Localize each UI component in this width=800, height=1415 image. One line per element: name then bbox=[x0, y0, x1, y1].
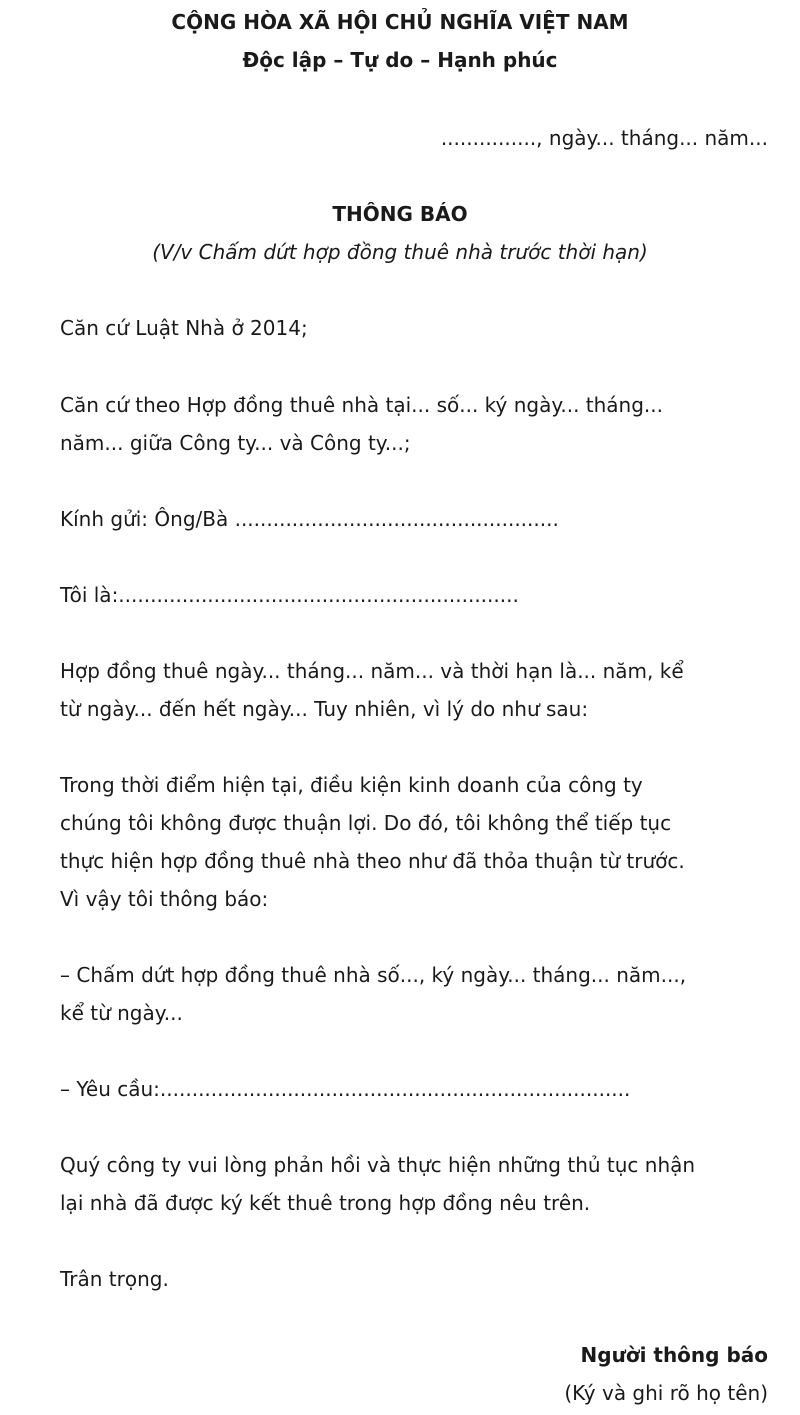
contract-line-1: Hợp đồng thuê ngày... tháng... năm... và thời hạn là... năm, kể bbox=[60, 659, 684, 683]
motto-heading: Độc lập – Tự do – Hạnh phúc bbox=[242, 48, 558, 72]
legal-basis-2-line-2: năm... giữa Công ty... và Công ty...; bbox=[60, 431, 411, 455]
reason-line-4: Vì vậy tôi thông báo: bbox=[60, 887, 269, 911]
item-2-line: – Yêu cầu:.......................................................................... bbox=[60, 1077, 631, 1101]
signature-note: (Ký và ghi rõ họ tên) bbox=[564, 1381, 768, 1405]
closing-line-1: Quý công ty vui lòng phản hồi và thực hiện những thủ tục nhận bbox=[60, 1153, 696, 1177]
contract-line-2: từ ngày... đến hết ngày... Tuy nhiên, vì lý do như sau: bbox=[60, 697, 589, 721]
reason-line-3: thực hiện hợp đồng thuê nhà theo như đã thỏa thuận từ trước. bbox=[60, 849, 685, 873]
signature-title: Người thông báo bbox=[580, 1343, 768, 1367]
legal-basis-2-line-1: Căn cứ theo Hợp đồng thuê nhà tại... số... ký ngày... tháng... bbox=[60, 393, 663, 417]
recipient-line: Kính gửi: Ông/Bà ................................................... bbox=[60, 507, 559, 531]
item-1-line-1: – Chấm dứt hợp đồng thuê nhà số..., ký ngày... tháng... năm..., bbox=[60, 963, 687, 987]
document-title: THÔNG BÁO bbox=[332, 202, 468, 226]
item-1-line-2: kể từ ngày... bbox=[60, 1001, 183, 1025]
date-line: ..............., ngày... tháng... năm... bbox=[440, 126, 768, 150]
legal-basis-1: Căn cứ Luật Nhà ở 2014; bbox=[60, 316, 308, 340]
reason-line-2: chúng tôi không được thuận lợi. Do đó, tôi không thể tiếp tục bbox=[60, 811, 672, 835]
sender-line: Tôi là:............................................................... bbox=[60, 583, 519, 607]
reason-line-1: Trong thời điểm hiện tại, điều kiện kinh doanh của công ty bbox=[60, 773, 643, 797]
closing-line-2: lại nhà đã được ký kết thuê trong hợp đồng nêu trên. bbox=[60, 1191, 591, 1215]
nation-heading: CỘNG HÒA XÃ HỘI CHỦ NGHĨA VIỆT NAM bbox=[171, 10, 629, 34]
document-subtitle: (V/v Chấm dứt hợp đồng thuê nhà trước thời hạn) bbox=[152, 240, 648, 264]
regards-line: Trân trọng. bbox=[60, 1267, 169, 1291]
